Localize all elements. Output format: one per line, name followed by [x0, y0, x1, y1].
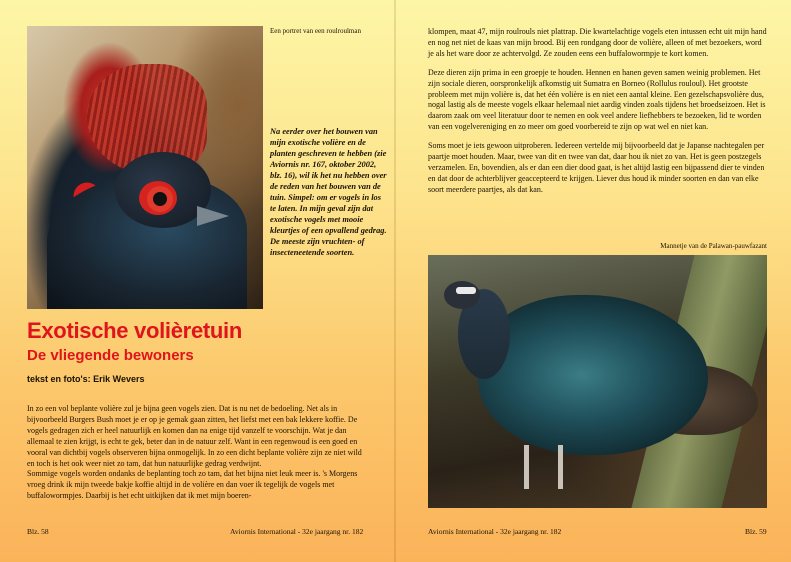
- peacock-pheasant-caption: Mannetje van de Palawan-pauwfazant: [660, 242, 767, 250]
- bird-eye-stripe: [456, 287, 476, 294]
- roulroul-caption: Een portret van een roulroulman: [270, 27, 361, 35]
- body-paragraph: In zo een vol beplante volière zul je bijna geen vogels zien. Dat is nu net de bedoeling. Net als in bijvoorbeeld Burgers Bush moet je er op je gemak gaan zitten, het liefst met een bak lekkere koffie. De vogels gedragen zich er heel natuurlijk en komen dan na enige tijd vanzelf te voorschijn. Wat je dan allemaal te zien krijgt, is echt te gek, beter dan in de natuur zelf. Want in een regenwoud is een goed en vooral van dichtbij vogels observeren bijna onmogelijk. In zo een dicht beplante volière zijn ze niet wild en toch is het ook weer niet zo tam, dat hun natuurlijke gedrag verdwijnt.: [27, 404, 362, 468]
- bird-head: [444, 281, 480, 309]
- body-paragraph: Soms moet je iets gewoon uitproberen. Iedereen vertelde mij bijvoorbeeld dat je Japanse nachtegalen per paartje moet houden. Maar, twee van dit en twee van dat, daar hou ik niet zo van. Het is geen postzegels verzamelen. En, bovendien, als er dan een dier dood gaat, is het altijd lastig een bijpassend dier te vinden en dat door de achterblijver geaccepteerd te krijgen. Liever dus houd ik minder soorten en dan van elke soort meerdere paartjes, als dat kan.: [428, 141, 765, 194]
- body-paragraph: Deze dieren zijn prima in een groepje te houden. Hennen en hanen geven samen weinig problemen. Het zijn sociale dieren, oorspronkelijk afkomstig uit Sumatra en Borneo (Rollulus rouloul). Het grootste probleem met mijn volière is, dat het één volière is en niet een aantal kleine. Een gezelschapsvolière dus, nogal lastig als de meeste vogels elkaar helemaal niet aardig vinden zoals tijdens het broedseizoen. Het is daarom zaak om veel literatuur door te nemen en ook veel andere liefhebbers te bezoeken, lid te worden van een vogelvereniging en zo meer om goed voorbereid te zijn op wat wel en niet kan.: [428, 67, 766, 132]
- body-paragraph: Sommige vogels worden ondanks de beplanting toch zo tam, dat het bijna niet leuk meer is. 's Morgens vroeg drink ik mijn tweede bakje koffie altijd in de volière en dan voer ik tegelijk de vogels met buffalowormpjes. Daarbij is het echt uitkijken dat ik met mijn boeren-: [27, 469, 358, 501]
- page-number-right: Blz. 59: [745, 527, 767, 536]
- article-title: Exotische volièretuin: [27, 318, 242, 343]
- intro-text: Na eerder over het bouwen van mijn exotische volière en de planten geschreven te hebben (zie Aviornis nr. 167, oktober 2002, blz. 16), wil ik het nu hebben over de reden van het bouwen van de tuin. Simpel: om er vogels in los te laten. In mijn geval zijn dat exotische vogels met mooie kleurtjes of een opvallend gedrag. De meeste zijn vruchten- of insecteneetende soorten.: [270, 127, 387, 257]
- page-gutter: [394, 0, 396, 562]
- article-subtitle: De vliegende bewoners: [27, 347, 194, 364]
- article-byline: tekst en foto's: Erik Wevers: [27, 374, 145, 384]
- bird-body: [478, 295, 708, 455]
- bird-leg: [558, 445, 563, 489]
- bird-leg: [524, 445, 529, 489]
- bird-beak: [197, 206, 229, 226]
- peacock-pheasant-photo: [428, 255, 767, 508]
- left-body-text: [27, 404, 365, 510]
- journal-footer-left: Aviornis International - 32e jaargang nr. 182: [230, 527, 364, 536]
- right-body-text: [428, 27, 767, 204]
- page-number-left: Blz. 58: [27, 527, 49, 536]
- roulroul-photo: [27, 26, 263, 309]
- journal-footer-right: Aviornis International - 32e jaargang nr. 182: [428, 527, 562, 536]
- bird-eye: [153, 192, 167, 206]
- body-paragraph: klompen, maat 47, mijn roulrouls niet plattrap. Die kwartelachtige vogels eten intussen echt uit mijn hand en nog net niet de kaas van mijn brood. Bij een rondgang door de volière, alleen of met bezoekers, word je als het ware door ze achtervolgd. Ze zouden eens een buffalowormpje te kort komen.: [428, 27, 767, 58]
